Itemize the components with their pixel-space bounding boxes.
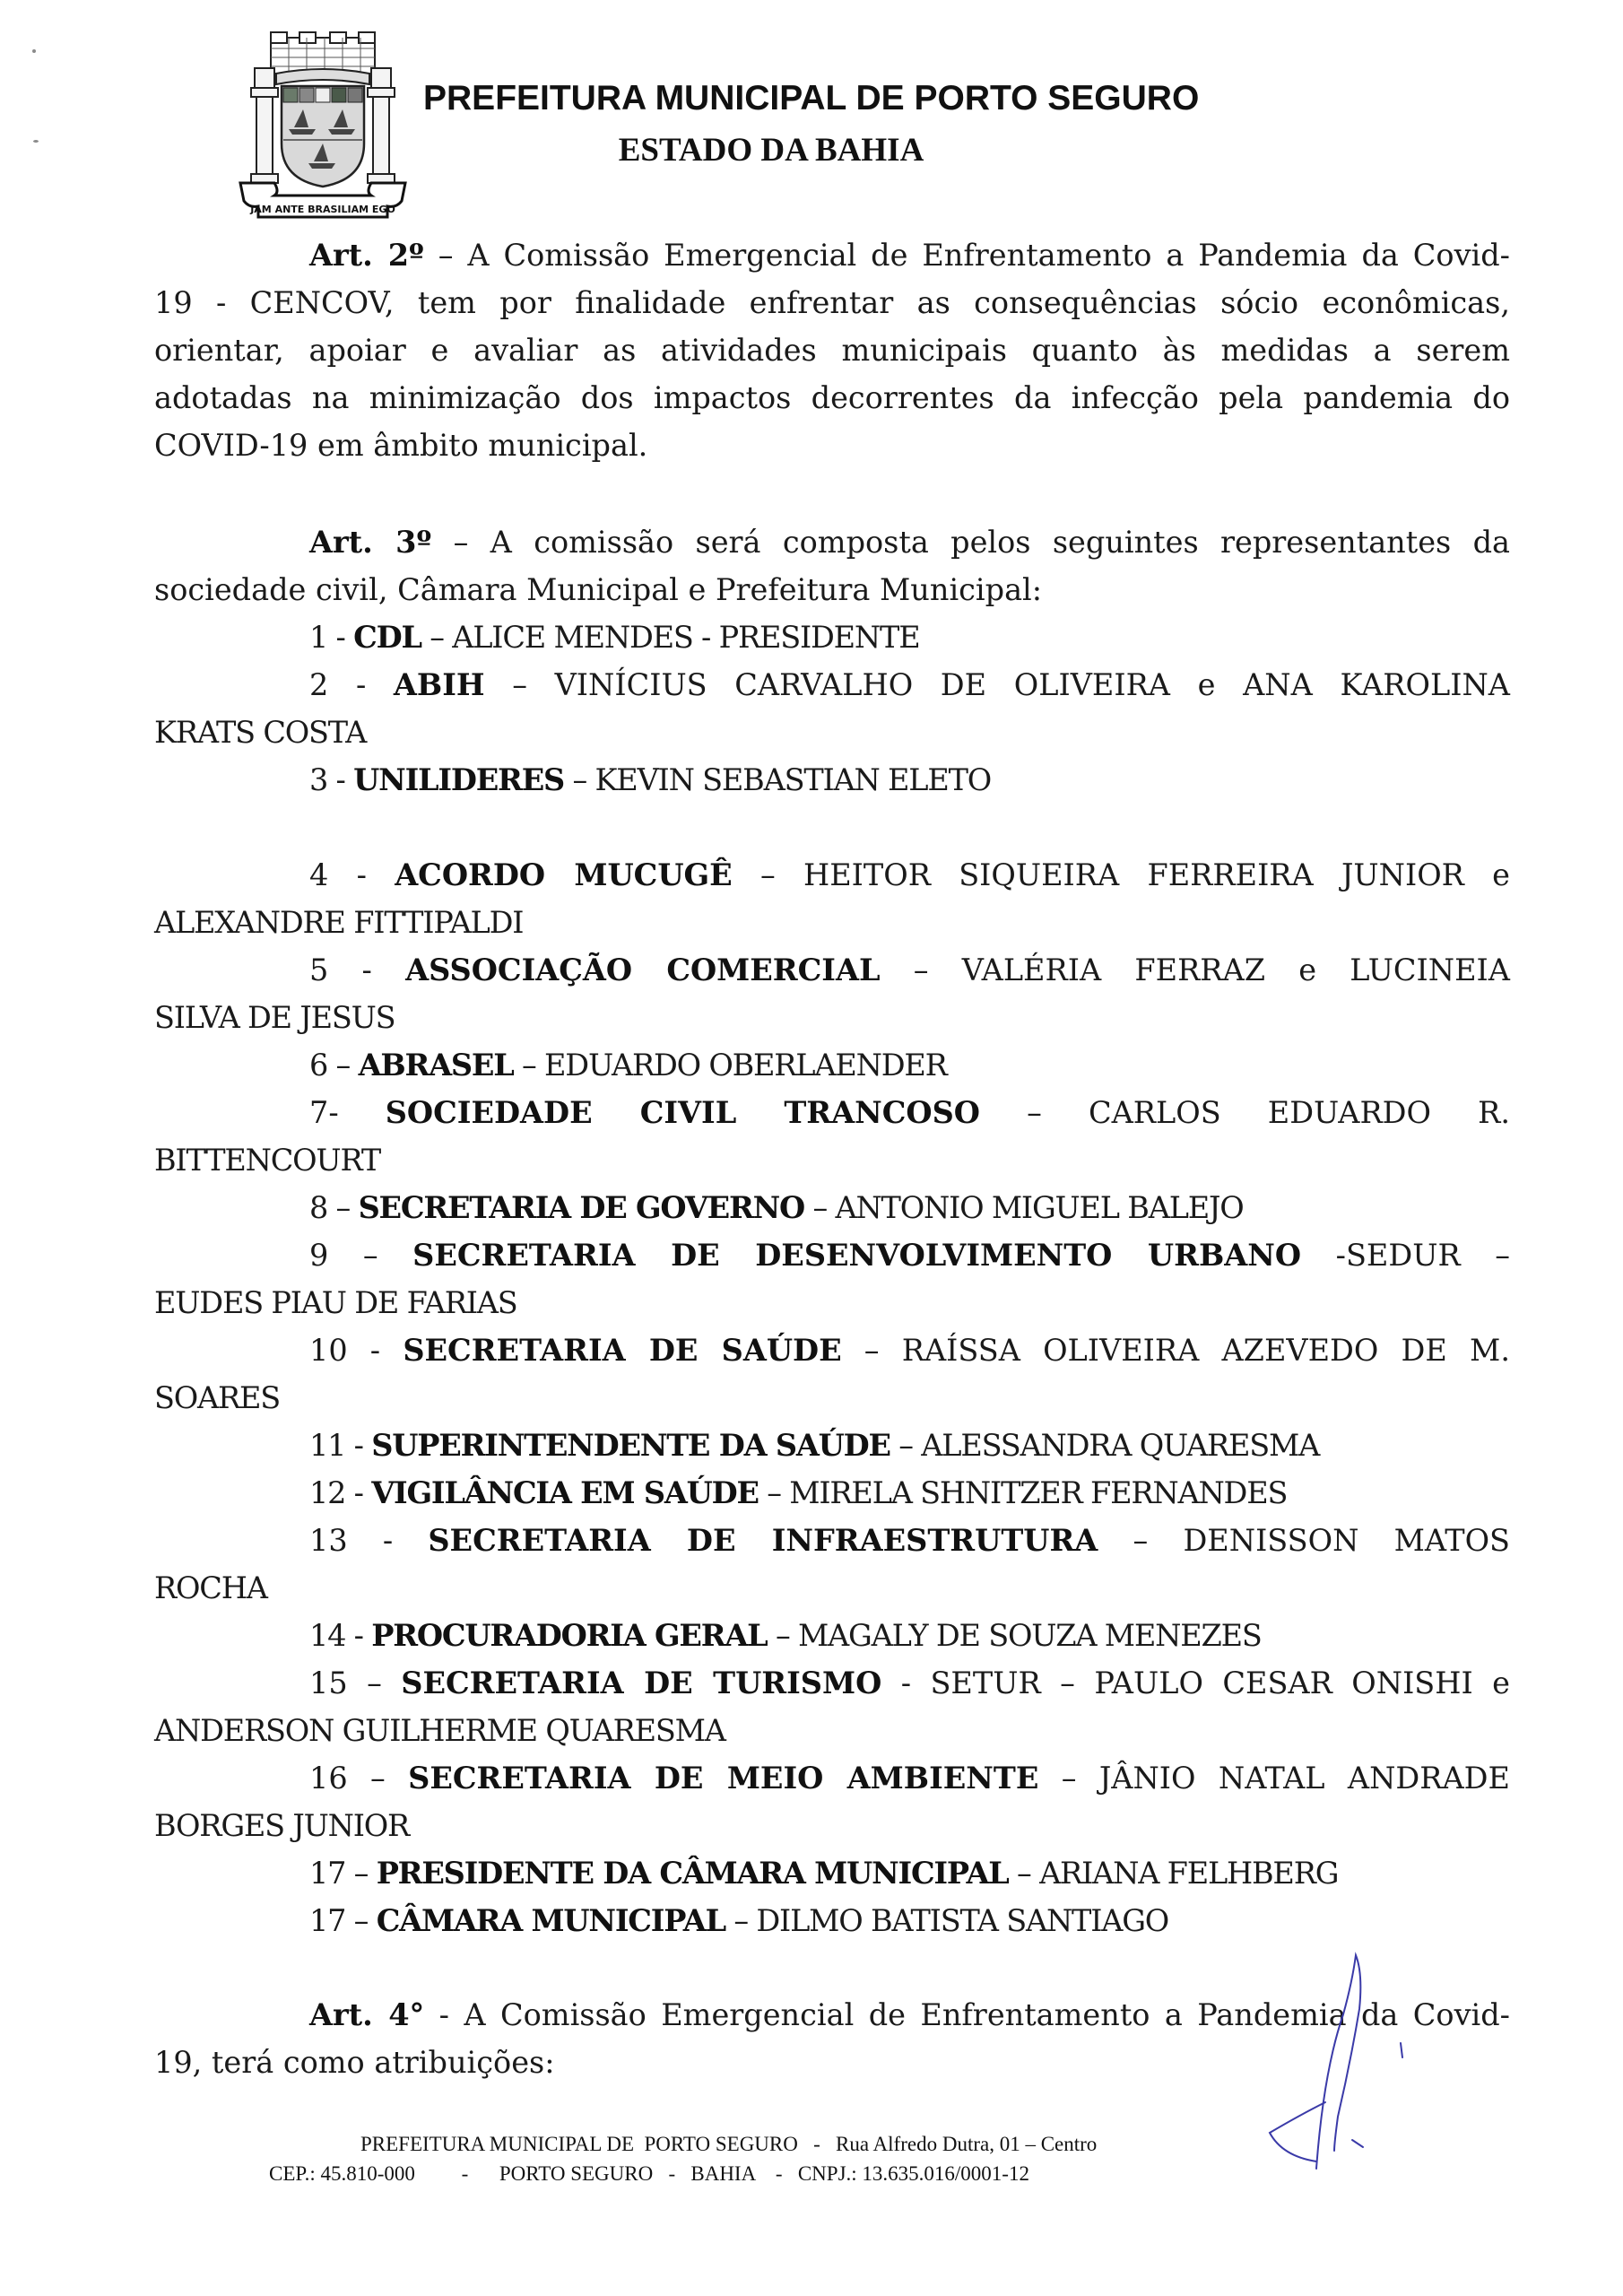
member-names: DILMO BATISTA SANTIAGO <box>756 1903 1169 1938</box>
member-names: CARLOS EDUARDO R. <box>1088 1095 1510 1130</box>
member-organization: SUPERINTENDENTE DA SAÚDE <box>371 1428 890 1463</box>
member-item <box>309 1089 1510 1136</box>
member-item <box>309 1849 1510 1897</box>
member-names: RAÍSSA OLIVEIRA AZEVEDO DE M. <box>901 1333 1510 1368</box>
member-separator: - SETUR – <box>881 1665 1095 1700</box>
member-names: ALICE MENDES - PRESIDENTE <box>452 620 920 655</box>
member-separator: – <box>1038 1761 1099 1796</box>
member-separator: – <box>841 1333 902 1368</box>
member-names: ARIANA FELHBERG <box>1039 1856 1339 1891</box>
member-names: DENISSON MATOS <box>1183 1523 1510 1558</box>
member-organization: PROCURADORIA GERAL <box>371 1618 768 1653</box>
member-item <box>309 1469 1510 1517</box>
member-item <box>309 1659 1510 1707</box>
article-2-line: COVID-19 em âmbito municipal. <box>154 428 648 463</box>
member-number: 17 – <box>309 1856 377 1891</box>
member-item-continuation: KRATS COSTA <box>154 715 367 750</box>
coat-of-arms-icon <box>235 29 411 221</box>
member-separator: – <box>564 762 595 797</box>
member-number: 9 – <box>309 1238 413 1273</box>
header-title: PREFEITURA MUNICIPAL DE PORTO SEGURO <box>423 79 1200 117</box>
member-separator: – <box>732 857 804 892</box>
member-organization: SOCIEDADE CIVIL TRANCOSO <box>385 1095 980 1130</box>
member-names: MIRELA SHNITZER FERNANDES <box>789 1475 1288 1510</box>
member-names: ALESSANDRA QUARESMA <box>921 1428 1320 1463</box>
member-separator: – <box>767 1618 798 1653</box>
member-organization: SECRETARIA DE SAÚDE <box>403 1333 842 1368</box>
member-item <box>309 851 1510 899</box>
member-organization: SECRETARIA DE DESENVOLVIMENTO URBANO <box>412 1238 1302 1273</box>
member-names: MAGALY DE SOUZA MENEZES <box>797 1618 1262 1653</box>
footer-registration: CEP.: 45.810-000 - PORTO SEGURO - BAHIA - CNPJ.: 13.635.016/0001-12 <box>269 2162 1029 2185</box>
header-subtitle: ESTADO DA BAHIA <box>618 132 924 169</box>
member-item-continuation: ANDERSON GUILHERME QUARESMA <box>154 1713 725 1748</box>
member-organization: SECRETARIA DE TURISMO <box>401 1665 882 1700</box>
member-item-continuation: BITTENCOURT <box>154 1143 381 1178</box>
member-separator: – <box>1098 1523 1184 1558</box>
member-item <box>309 756 1510 804</box>
member-organization: ABRASEL <box>358 1048 514 1083</box>
member-separator: – <box>1008 1856 1040 1891</box>
member-item-continuation: EUDES PIAU DE FARIAS <box>154 1285 517 1320</box>
member-separator: – <box>880 952 962 987</box>
footer-address: PREFEITURA MUNICIPAL DE PORTO SEGURO - Rua Alfredo Dutra, 01 – Centro <box>360 2133 1098 2155</box>
article-3-line: sociedade civil, Câmara Municipal e Prefeitura Municipal: <box>154 572 1043 607</box>
member-names: HEITOR SIQUEIRA FERREIRA JUNIOR e <box>803 857 1510 892</box>
article-label: Art. 4° <box>309 1997 425 2032</box>
article-2-line: adotadas na minimização dos impactos decorrentes da infecção pela pandemia do <box>154 380 1510 415</box>
member-item <box>309 1326 1510 1374</box>
article-4-line: Art. 4° - A Comissão Emergencial de Enfrentamento a Pandemia da Covid- <box>309 1997 1510 2032</box>
article-3-line: Art. 3º – A comissão será composta pelos seguintes representantes da <box>309 525 1510 560</box>
crest-motto: JAM ANTE BRASILIAM EGO <box>250 204 395 215</box>
member-separator: – <box>513 1048 545 1083</box>
member-number: 1 - <box>309 620 354 655</box>
member-organization: ASSOCIAÇÃO COMERCIAL <box>405 952 881 987</box>
member-separator: – <box>804 1190 836 1225</box>
member-number: 6 – <box>309 1048 359 1083</box>
member-number: 12 - <box>309 1475 372 1510</box>
member-item <box>309 1041 1510 1089</box>
member-item <box>309 1231 1510 1279</box>
member-item <box>309 661 1510 709</box>
member-names: PAULO CESAR ONISHI e <box>1094 1665 1510 1700</box>
member-organization: UNILIDERES <box>353 762 565 797</box>
member-separator: – <box>979 1095 1089 1130</box>
member-separator: – <box>421 620 453 655</box>
article-2-line: orientar, apoiar e avaliar as atividades municipais quanto às medidas a serem <box>154 333 1510 368</box>
member-number: 2 - <box>309 667 394 702</box>
article-label: Art. 2º <box>309 238 424 273</box>
member-item <box>309 1422 1510 1469</box>
member-organization: ABIH <box>393 667 485 702</box>
member-organization: VIGILÂNCIA EM SAÚDE <box>371 1475 759 1510</box>
member-item-continuation: SOARES <box>154 1380 281 1415</box>
member-names: KEVIN SEBASTIAN ELETO <box>595 762 992 797</box>
member-number: 14 - <box>309 1618 372 1653</box>
member-number: 4 - <box>309 857 395 892</box>
member-organization: CDL <box>353 620 421 655</box>
article-label: Art. 3º <box>309 525 432 560</box>
member-names: EDUARDO OBERLAENDER <box>544 1048 947 1083</box>
member-names: ANTONIO MIGUEL BALEJO <box>835 1190 1244 1225</box>
member-item <box>309 613 1510 661</box>
member-separator: – <box>725 1903 757 1938</box>
member-item <box>309 1184 1510 1231</box>
member-number: 11 - <box>309 1428 372 1463</box>
member-number: 5 - <box>309 952 406 987</box>
member-item-continuation: ROCHA <box>154 1570 267 1605</box>
member-names: VALÉRIA FERRAZ e LUCINEIA <box>961 952 1510 987</box>
member-separator: -SEDUR – <box>1301 1238 1510 1273</box>
member-names: JÂNIO NATAL ANDRADE <box>1098 1761 1510 1796</box>
member-number: 15 – <box>309 1665 402 1700</box>
article-2-line: 19 - CENCOV, tem por finalidade enfrentar as consequências sócio econômicas, <box>154 285 1510 320</box>
member-number: 7- <box>309 1095 386 1130</box>
member-item-continuation: ALEXANDRE FITTIPALDI <box>154 905 524 940</box>
member-separator: – <box>890 1428 922 1463</box>
scan-speck <box>32 49 36 53</box>
member-number: 3 - <box>309 762 354 797</box>
member-organization: SECRETARIA DE INFRAESTRUTURA <box>428 1523 1098 1558</box>
member-organization: ACORDO MUCUGÊ <box>395 857 733 892</box>
member-number: 16 – <box>309 1761 409 1796</box>
member-organization: SECRETARIA DE MEIO AMBIENTE <box>408 1761 1039 1796</box>
member-number: 17 – <box>309 1903 377 1938</box>
member-item <box>309 946 1510 994</box>
member-item <box>309 1612 1510 1659</box>
member-organization: PRESIDENTE DA CÂMARA MUNICIPAL <box>376 1856 1009 1891</box>
member-item-continuation: SILVA DE JESUS <box>154 1000 395 1035</box>
member-separator: – <box>484 667 555 702</box>
member-separator: – <box>758 1475 790 1510</box>
member-organization: CÂMARA MUNICIPAL <box>376 1903 725 1938</box>
member-number: 13 - <box>309 1523 429 1558</box>
article-4-line: 19, terá como atribuições: <box>154 2045 555 2080</box>
member-item-continuation: BORGES JUNIOR <box>154 1808 410 1843</box>
article-2-line: Art. 2º – A Comissão Emergencial de Enfrentamento a Pandemia da Covid- <box>309 238 1510 273</box>
scan-speck <box>33 140 39 143</box>
member-number: 8 – <box>309 1190 359 1225</box>
member-number: 10 - <box>309 1333 404 1368</box>
member-names: VINÍCIUS CARVALHO DE OLIVEIRA e ANA KAROLINA <box>554 667 1510 702</box>
member-organization: SECRETARIA DE GOVERNO <box>358 1190 804 1225</box>
member-item <box>309 1517 1510 1564</box>
handwritten-signature-icon <box>1237 1928 1506 2197</box>
member-item <box>309 1754 1510 1802</box>
